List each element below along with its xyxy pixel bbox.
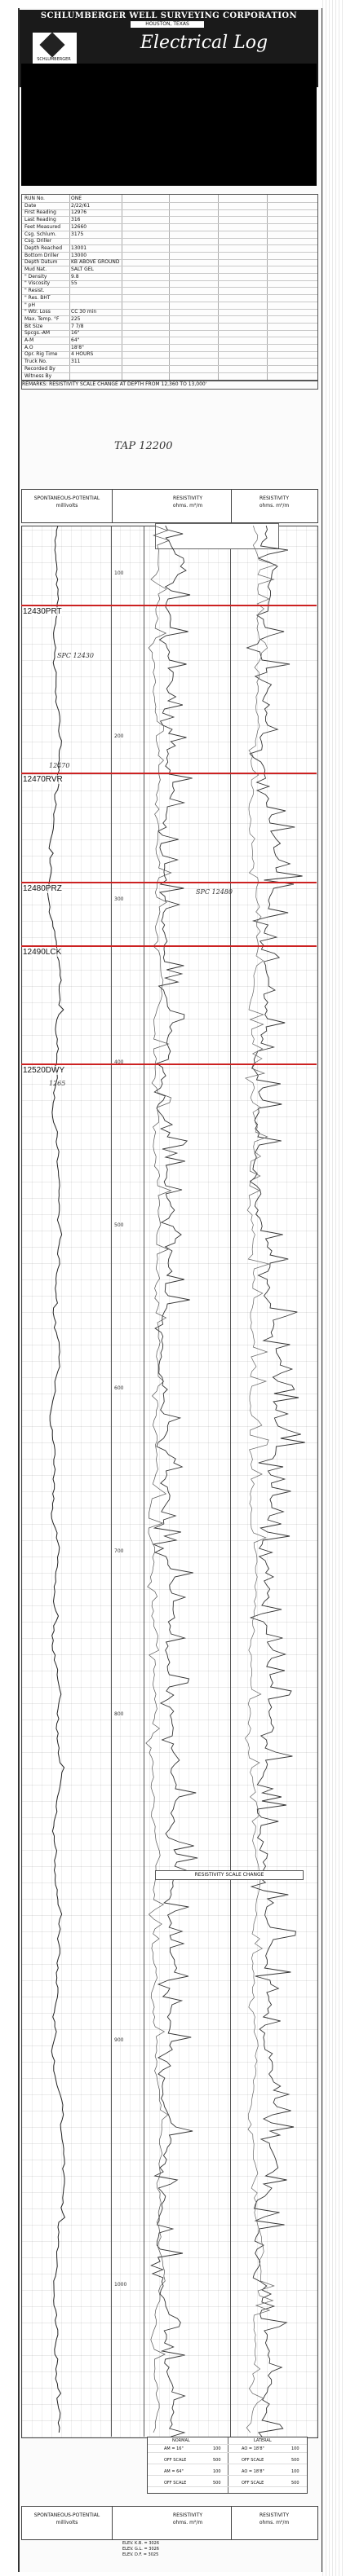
info-label: " Resist. — [24, 288, 45, 294]
res2-unit: ohms. m²/m — [259, 2520, 290, 2525]
footer-cell: 500 — [291, 2481, 299, 2486]
footer-cell: 100 — [213, 2446, 221, 2451]
footer-cell: AO = 18'8" — [242, 2446, 264, 2451]
info-value: 18'8" — [71, 344, 84, 350]
footer-cell: 500 — [213, 2481, 221, 2486]
sp-title: SPONTANEOUS-POTENTIAL — [33, 495, 100, 501]
info-label: Date — [24, 202, 37, 209]
info-label: Spcgs.-AM — [24, 330, 51, 337]
info-label: " Density — [24, 273, 47, 280]
info-value: 316 — [71, 217, 81, 223]
info-value: CC 30 min — [71, 309, 97, 315]
res2-title: RESISTIVITY — [260, 2512, 289, 2518]
company-name: SCHLUMBERGER WELL SURVEYING CORPORATION — [40, 11, 298, 20]
footer-cell: 500 — [213, 2458, 221, 2463]
depth-label: 600 — [114, 1385, 124, 1391]
footer-scale-box — [147, 2437, 308, 2494]
info-label: " Wtr. Loss — [24, 309, 51, 315]
info-value: 12660 — [71, 223, 87, 230]
footer-track-header — [21, 2506, 318, 2540]
footer-cell: OFF SCALE — [164, 2481, 187, 2486]
right-margin-lines — [322, 0, 345, 2576]
elevation-df: ELEV. D.F. = 3025 — [122, 2552, 159, 2557]
elevation-data — [122, 2541, 310, 2559]
info-value: 7 7/8 — [71, 323, 84, 329]
sp-track-header — [22, 490, 112, 522]
marker-label: 12470RVR — [23, 775, 63, 784]
logo-text: SCHLUMBERGER — [37, 57, 71, 62]
info-label: A-M — [24, 337, 34, 343]
marker-note: SPC 12430 — [57, 652, 94, 659]
info-label: A.O — [24, 344, 33, 350]
log-curves — [21, 526, 317, 2437]
info-value: 311 — [71, 359, 81, 365]
marker-note: SPC 12480 — [196, 888, 233, 896]
info-label: Witness By — [24, 372, 52, 379]
footer-row — [148, 2468, 307, 2476]
resistivity-curve-1 — [151, 526, 197, 2437]
res1-track-header — [144, 490, 231, 522]
res1-title: RESISTIVITY — [173, 2512, 202, 2518]
sp-curve — [47, 526, 64, 2433]
info-label: Bit Size — [24, 323, 43, 329]
footer-row — [148, 2457, 307, 2464]
res1-unit: ohms. m²/m — [172, 503, 203, 509]
footer-cell: AM = 64" — [164, 2469, 184, 2474]
marker-note: 1265 — [49, 1080, 66, 1087]
track-divider — [112, 2507, 113, 2539]
info-label: " pH — [24, 302, 35, 308]
info-value: 9.8 — [71, 273, 79, 280]
depth-label: 900 — [114, 2037, 124, 2043]
sp-unit: millivolts — [55, 2520, 78, 2525]
lateral-label: LATERAL — [254, 2438, 272, 2443]
footer-cell: 100 — [291, 2469, 299, 2474]
info-label: Last Reading — [24, 217, 56, 223]
depth-label: 700 — [114, 1548, 124, 1554]
well-info-table — [21, 194, 318, 381]
info-value: 13001 — [71, 244, 87, 251]
footer-cell: OFF SCALE — [164, 2458, 187, 2463]
resistivity-curve-1b — [146, 526, 171, 2433]
depth-label: 1000 — [114, 2282, 127, 2288]
footer-row — [148, 2480, 307, 2487]
marker-note: 12470 — [49, 762, 70, 769]
marker-line — [21, 1063, 317, 1065]
info-label: Truck No. — [24, 359, 47, 365]
elevation-gl: ELEV. G.L. = 3026 — [122, 2547, 159, 2552]
footer-cell: 100 — [291, 2446, 299, 2451]
footer-cell: AM = 16" — [164, 2446, 184, 2451]
info-value: 64" — [71, 337, 80, 343]
marker-line — [21, 605, 317, 606]
info-label: Mud Nat. — [24, 266, 47, 272]
info-value: 13000 — [71, 252, 87, 258]
info-value: 3175 — [71, 231, 84, 237]
info-label: Bottom Driller — [24, 252, 60, 258]
footer-cell: 500 — [291, 2458, 299, 2463]
info-label: Depth Reached — [24, 244, 63, 251]
info-label: Csg. Driller — [24, 238, 52, 244]
depth-label: 300 — [114, 896, 124, 902]
info-label: " Viscosity — [24, 280, 51, 287]
footer-header-row — [148, 2437, 307, 2445]
info-value: 16" — [71, 330, 80, 337]
res1-title: RESISTIVITY — [173, 495, 202, 501]
info-label: RUN No. — [24, 196, 45, 201]
marker-line — [21, 773, 317, 774]
marker-line — [21, 882, 317, 883]
footer-cell: AO = 18'8" — [242, 2469, 264, 2474]
sp-title: SPONTANEOUS-POTENTIAL — [33, 2512, 100, 2518]
res2-unit: ohms. m²/m — [259, 503, 290, 509]
info-value: ONE — [71, 196, 82, 201]
info-value: 12976 — [71, 209, 87, 216]
resistivity-curve-2 — [247, 526, 305, 2437]
handwritten-note: TAP 12200 — [114, 440, 173, 452]
info-label: Feet Measured — [24, 223, 61, 230]
sp-track-footer — [22, 2507, 112, 2539]
marker-label: 12480PRZ — [23, 884, 62, 893]
info-label: Recorded By — [24, 365, 55, 372]
info-label: First Reading — [24, 209, 56, 216]
elevation-kb: ELEV. K.B. = 3026 — [122, 2541, 160, 2546]
footer-cell: OFF SCALE — [242, 2481, 264, 2486]
res1-track-footer — [144, 2507, 231, 2539]
res2-track-footer — [231, 2507, 317, 2539]
resistivity-curve-2b — [245, 526, 276, 2433]
info-value: 225 — [71, 315, 81, 322]
scale-change-banner: RESISTIVITY SCALE CHANGE — [155, 1870, 304, 1880]
res1-unit: ohms. m²/m — [172, 2520, 203, 2525]
normal-label: NORMAL — [172, 2438, 190, 2443]
info-label: Max. Temp. °F — [24, 315, 60, 322]
res2-title: RESISTIVITY — [260, 495, 289, 501]
footer-cell: OFF SCALE — [242, 2458, 264, 2463]
company-city: HOUSTON, TEXAS — [131, 21, 204, 28]
depth-label: 800 — [114, 1711, 124, 1717]
depth-label: 500 — [114, 1222, 124, 1228]
depth-label: 200 — [114, 733, 124, 739]
info-label: Opr. Rig Time — [24, 351, 58, 358]
depth-label: 100 — [114, 570, 124, 576]
marker-label: 12430PRT — [23, 607, 62, 616]
res2-track-header — [231, 490, 317, 522]
track-header — [21, 489, 318, 523]
remarks: REMARKS: RESISTIVITY SCALE CHANGE AT DEPTH FROM 12,360 TO 13,000' — [21, 380, 318, 390]
footer-row — [148, 2446, 307, 2453]
redacted-area — [21, 64, 317, 186]
marker-label: 12490LCK — [23, 948, 62, 957]
info-row — [22, 372, 317, 381]
footer-cell: 100 — [213, 2469, 221, 2474]
info-value: SALT GEL — [71, 266, 94, 272]
info-value: 2/22/61 — [71, 202, 91, 209]
info-label: Depth Datum — [24, 259, 58, 266]
track-divider — [112, 490, 113, 522]
info-value: KB ABOVE GROUND — [71, 259, 120, 266]
info-label: " Res. BHT — [24, 294, 51, 301]
log-title: Electrical Log — [140, 33, 268, 53]
info-value: 4 HOURS — [71, 351, 94, 358]
sp-unit: millivolts — [55, 503, 78, 509]
marker-label: 12520DWY — [23, 1066, 65, 1075]
info-label: Csg. Schlum. — [24, 231, 57, 237]
marker-line — [21, 945, 317, 947]
info-value: 55 — [71, 280, 78, 287]
depth-label: 400 — [114, 1059, 124, 1065]
